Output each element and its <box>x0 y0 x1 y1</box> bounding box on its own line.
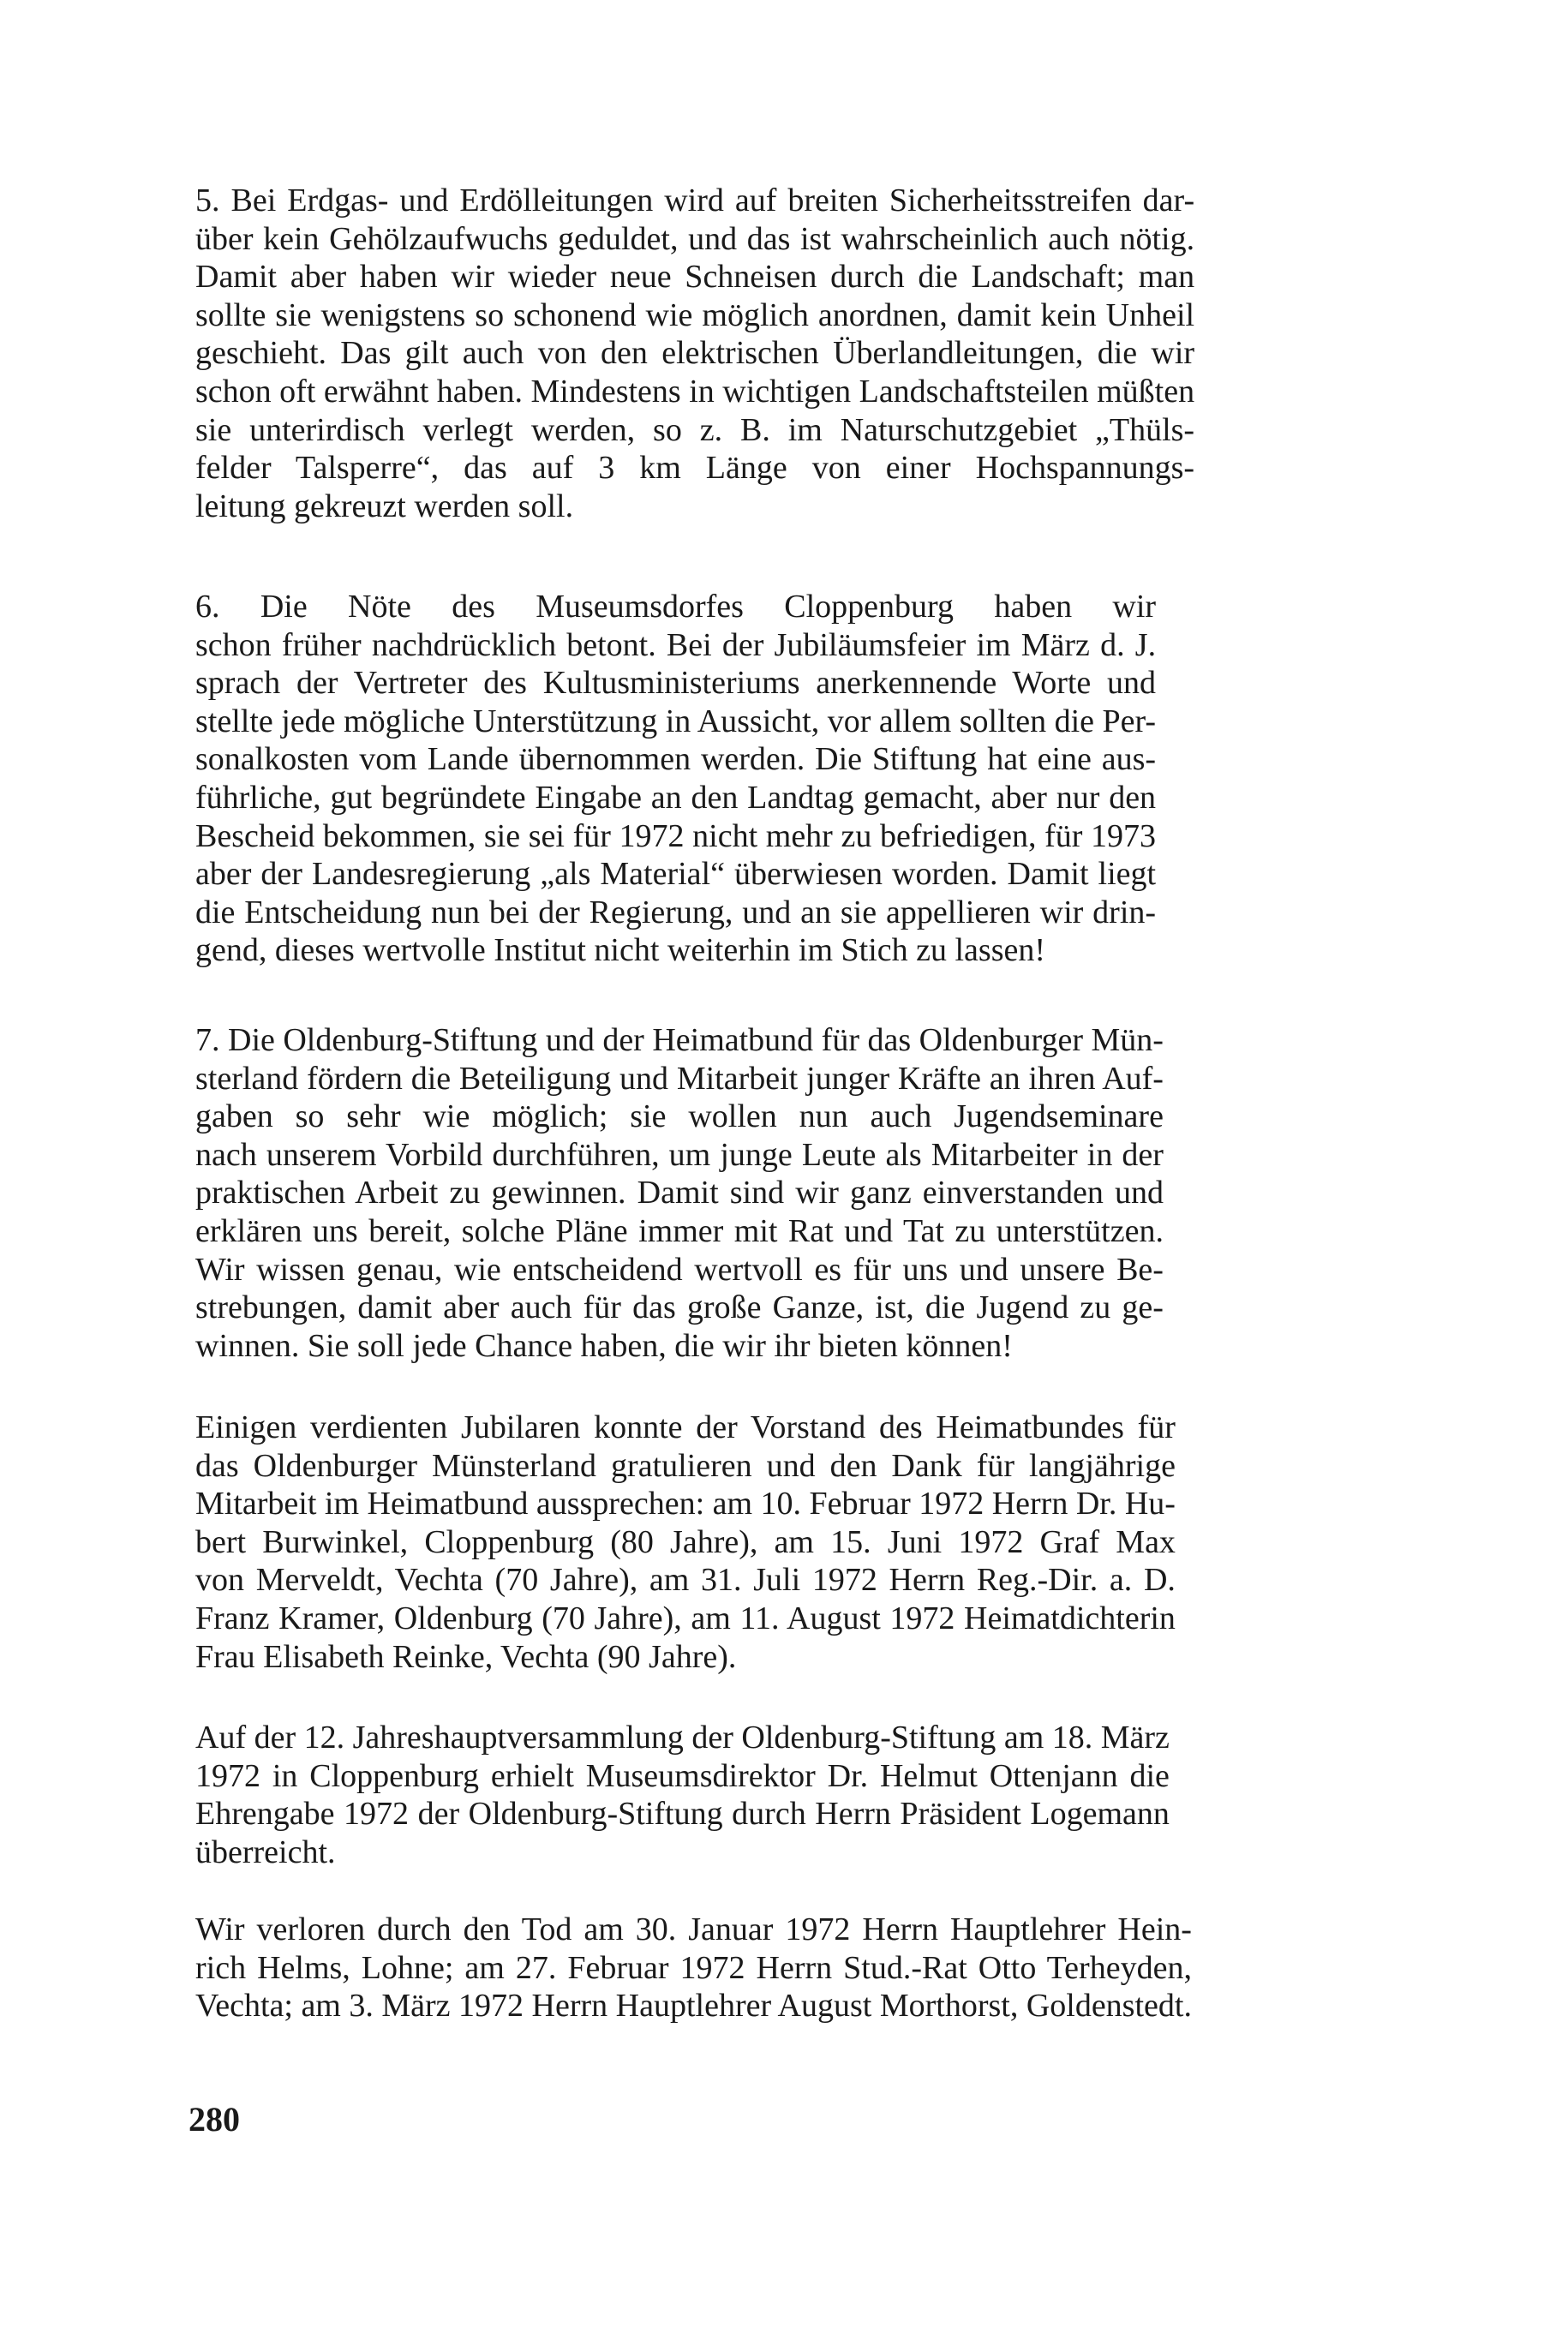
text-line: von Merveldt, Vechta (70 Jahre), am 31. Juli 1972 Herrn Reg.-Dir. a. D. <box>195 1562 1176 1599</box>
text-line: erklären uns bereit, solche Pläne immer mit Rat und Tat zu unterstützen. <box>195 1212 1164 1249</box>
text-line: geschieht. Das gilt auch von den elektrischen Überlandleitungen, die wir <box>195 335 1195 372</box>
text-line: überreicht. <box>195 1833 336 1870</box>
text-line: führliche, gut begründete Eingabe an den Landtag gemacht, aber nur den <box>195 779 1157 816</box>
text-line: sterland fördern die Beteiligung und Mitarbeit junger Kräfte an ihren Auf- <box>195 1060 1164 1097</box>
text-line: sie unterirdisch verlegt werden, so z. B. im Naturschutzgebiet „Thüls- <box>195 411 1195 448</box>
paragraph-obituaries <box>195 1911 1192 2025</box>
text-line: über kein Gehölzaufwuchs geduldet, und das ist wahrscheinlich auch nötig. <box>195 220 1195 257</box>
text-line: gaben so sehr wie möglich; sie wollen nun auch Jugendseminare <box>195 1098 1164 1135</box>
text-line: Frau Elisabeth Reinke, Vechta (90 Jahre). <box>195 1638 737 1675</box>
text-line: schon oft erwähnt haben. Mindestens in wichtigen Landschaftsteilen müßten <box>195 373 1195 410</box>
text-line: sprach der Vertreter des Kultusministeriums anerkennende Worte und <box>195 665 1157 702</box>
text-line: 7. Die Oldenburg-Stiftung und der Heimatbund für das Oldenburger Mün- <box>195 1022 1164 1058</box>
text-line: 5. Bei Erdgas- und Erdölleitungen wird auf breiten Sicherheitsstreifen dar- <box>195 182 1195 218</box>
text-line: bert Burwinkel, Cloppenburg (80 Jahre), am 15. Juni 1972 Graf Max <box>195 1523 1176 1560</box>
page-number: 280 <box>189 2100 240 2139</box>
paragraph-award <box>195 1719 1170 1871</box>
text-line: gend, dieses wertvolle Institut nicht weiterhin im Stich zu lassen! <box>195 932 1046 969</box>
text-line: sollte sie wenigstens so schonend wie möglich anordnen, damit kein Unheil <box>195 296 1195 333</box>
text-line: Vechta; am 3. März 1972 Herrn Hauptlehrer August Morthorst, Goldenstedt. <box>195 1988 1192 2025</box>
text-line: sonalkosten vom Lande übernommen werden. Die Stiftung hat eine aus- <box>195 741 1157 778</box>
text-line: Ehrengabe 1972 der Oldenburg-Stiftung durch Herrn Präsident Logemann <box>195 1796 1170 1833</box>
text-line: rich Helms, Lohne; am 27. Februar 1972 Herrn Stud.-Rat Otto Terheyden, <box>195 1949 1192 1986</box>
text-line: Auf der 12. Jahreshauptversammlung der Oldenburg-Stiftung am 18. März <box>195 1720 1170 1756</box>
text-line: die Entscheidung nun bei der Regierung, und an sie appellieren wir drin- <box>195 894 1157 930</box>
text-line: aber der Landesregierung „als Material“ überwiesen worden. Damit liegt <box>195 856 1157 893</box>
text-line: stellte jede mögliche Unterstützung in Aussicht, vor allem sollten die Per- <box>195 703 1157 739</box>
paragraph-museumsdorf <box>195 588 1156 970</box>
text-line: praktischen Arbeit zu gewinnen. Damit sind wir ganz einverstanden und <box>195 1175 1164 1211</box>
paragraph-youth <box>195 1021 1164 1365</box>
text-line: schon früher nachdrücklich betont. Bei der Jubiläumsfeier im März d. J. <box>195 626 1157 663</box>
text-line: nach unserem Vorbild durchführen, um junge Leute als Mitarbeiter in der <box>195 1136 1164 1173</box>
text-line: Einigen verdienten Jubilaren konnte der Vorstand des Heimatbundes für <box>195 1409 1176 1445</box>
text-line: Damit aber haben wir wieder neue Schneisen durch die Landschaft; man <box>195 259 1195 296</box>
text-line: Franz Kramer, Oldenburg (70 Jahre), am 11. August 1972 Heimatdichterin <box>195 1600 1176 1636</box>
paragraph-pipelines <box>195 182 1194 525</box>
text-line: Wir wissen genau, wie entscheidend wertvoll es für uns und unsere Be- <box>195 1251 1164 1288</box>
text-line: 6. Die Nöte des Museumsdorfes Cloppenburg haben wir <box>195 589 1157 625</box>
text-line: Wir verloren durch den Tod am 30. Januar 1972 Herrn Hauptlehrer Hein- <box>195 1911 1192 1947</box>
text-line: leitung gekreuzt werden soll. <box>195 488 574 524</box>
text-line: Mitarbeit im Heimatbund aussprechen: am 10. Februar 1972 Herrn Dr. Hu- <box>195 1486 1176 1522</box>
text-line: Bescheid bekommen, sie sei für 1972 nicht mehr zu befriedigen, für 1973 <box>195 817 1157 854</box>
text-line: winnen. Sie soll jede Chance haben, die wir ihr bieten können! <box>195 1327 1013 1364</box>
paragraph-jubilees <box>195 1409 1176 1676</box>
text-line: felder Talsperre“, das auf 3 km Länge von einer Hochspannungs- <box>195 450 1195 487</box>
text-line: 1972 in Cloppenburg erhielt Museumsdirektor Dr. Helmut Ottenjann die <box>195 1757 1170 1794</box>
text-line: strebungen, damit aber auch für das große Ganze, ist, die Jugend zu ge- <box>195 1289 1164 1326</box>
text-line: das Oldenburger Münsterland gratulieren und den Dank für langjährige <box>195 1447 1176 1484</box>
